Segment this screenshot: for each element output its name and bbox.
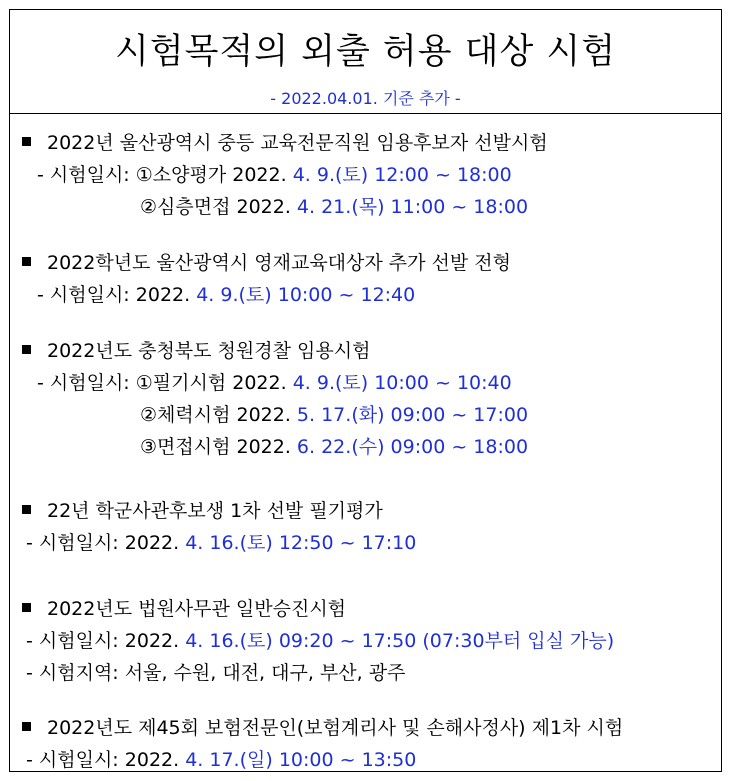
line-label: ②심층면접 2022. bbox=[140, 196, 291, 218]
exam-item-1-title bbox=[22, 131, 548, 155]
line-label: 2022. bbox=[124, 749, 180, 771]
exam-item-5-line-2 bbox=[26, 661, 405, 685]
square-bullet-icon bbox=[22, 603, 31, 612]
exam-item-5-title bbox=[22, 597, 346, 621]
exam-item-1-line-2 bbox=[140, 195, 528, 219]
exam-item-3-line-3 bbox=[140, 435, 528, 459]
line-prefix: - 시험일시: bbox=[26, 630, 125, 652]
line-label: 2022. bbox=[135, 284, 191, 306]
exam-item-6-title bbox=[22, 716, 623, 740]
line-value: 4. 21.(목) 11:00 ~ 18:00 bbox=[290, 196, 529, 218]
exam-item-2-line-1 bbox=[37, 283, 415, 307]
exam-item-name: 22년 학군사관후보생 1차 선발 필기평가 bbox=[47, 500, 383, 522]
square-bullet-icon bbox=[22, 345, 31, 354]
exam-item-5-line-1 bbox=[26, 629, 614, 653]
exam-item-name: 2022년도 제45회 보험전문인(보험계리사 및 손해사정사) 제1차 시험 bbox=[47, 717, 624, 739]
line-prefix: - 시험일시: bbox=[37, 372, 136, 394]
exam-item-name: 2022학년도 울산광역시 영재교육대상자 추가 선발 전형 bbox=[47, 252, 511, 274]
exam-item-3-line-2 bbox=[140, 403, 528, 427]
exam-item-3-line-1 bbox=[37, 371, 512, 395]
square-bullet-icon bbox=[22, 722, 31, 731]
square-bullet-icon bbox=[22, 505, 31, 514]
exam-item-3-title bbox=[22, 339, 370, 363]
line-label: ①필기시험 2022. bbox=[135, 372, 287, 394]
line-prefix: - 시험일시: bbox=[26, 749, 125, 771]
square-bullet-icon bbox=[22, 257, 31, 266]
line-prefix: - 시험일시: bbox=[37, 284, 136, 306]
line-value: 4. 9.(토) 12:00 ~ 18:00 bbox=[286, 164, 512, 186]
exam-item-4-title bbox=[22, 499, 383, 523]
line-value: 5. 17.(화) 09:00 ~ 17:00 bbox=[290, 404, 529, 426]
line-value: 6. 22.(수) 09:00 ~ 18:00 bbox=[290, 436, 529, 458]
exam-item-4-line-1 bbox=[26, 531, 416, 555]
exam-item-name: 2022년도 법원사무관 일반승진시험 bbox=[47, 598, 347, 620]
line-label: ①소양평가 2022. bbox=[135, 164, 287, 186]
notice-frame bbox=[9, 9, 722, 772]
exam-item-2-title bbox=[22, 251, 511, 275]
header bbox=[10, 10, 721, 114]
page-title: 시험목적의 외출 허용 대상 시험 bbox=[114, 32, 617, 72]
line-label: 서울, 수원, 대전, 대구, 부산, 광주 bbox=[124, 662, 406, 684]
line-value: 4. 9.(토) 10:00 ~ 10:40 bbox=[286, 372, 512, 394]
exam-item-name: 2022년도 충청북도 청원경찰 임용시험 bbox=[47, 340, 371, 362]
exam-item-name: 2022년 울산광역시 중등 교육전문직원 임용후보자 선발시험 bbox=[47, 132, 548, 154]
line-prefix: - 시험일시: bbox=[26, 532, 125, 554]
square-bullet-icon bbox=[22, 137, 31, 146]
line-label: 2022. bbox=[124, 532, 180, 554]
exam-item-1-line-1 bbox=[37, 163, 512, 187]
line-value: 4. 9.(토) 10:00 ~ 12:40 bbox=[190, 284, 416, 306]
line-prefix: - 시험지역: bbox=[26, 662, 125, 684]
line-value: 4. 16.(토) 12:50 ~ 17:10 bbox=[179, 532, 417, 554]
page-subtitle: - 2022.04.01. 기준 추가 - bbox=[270, 89, 461, 108]
exam-item-6-line-1 bbox=[26, 748, 416, 772]
line-label: 2022. bbox=[124, 630, 180, 652]
line-value: 4. 16.(토) 09:20 ~ 17:50 (07:30부터 입실 가능) bbox=[179, 630, 615, 652]
line-label: ③면접시험 2022. bbox=[140, 436, 291, 458]
line-value: 4. 17.(일) 10:00 ~ 13:50 bbox=[179, 749, 417, 771]
line-prefix: - 시험일시: bbox=[37, 164, 136, 186]
line-label: ②체력시험 2022. bbox=[140, 404, 291, 426]
